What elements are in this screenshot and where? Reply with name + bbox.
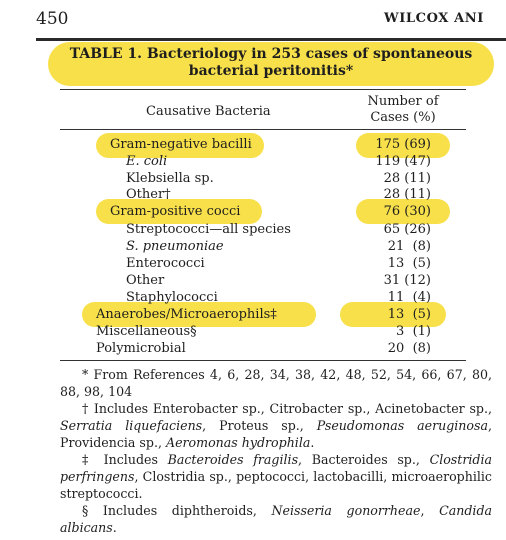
footnote-section xyxy=(60,502,492,536)
table-row xyxy=(0,238,506,255)
footnote-double-dagger-text: , Clostridia sp., peptococci, lactobacilli, microaerophilic streptococci. xyxy=(60,469,492,501)
table-row xyxy=(0,203,506,220)
row-label: S. pneumoniae xyxy=(126,239,224,254)
table-row xyxy=(0,221,506,238)
footnote-dagger xyxy=(60,400,492,451)
row-label: Anaerobes/Microaerophils‡ xyxy=(96,307,277,322)
footnote-double-dagger xyxy=(60,451,492,502)
footnote-dagger-text: † Includes Enterobacter sp., Citrobacter sp., Acinetobacter sp., xyxy=(82,401,492,416)
footnote-double-dagger-text: , Bacteroides sp., xyxy=(298,452,430,467)
table-row xyxy=(0,186,506,203)
table-row xyxy=(0,340,506,357)
footnote-double-dagger-species: Bacteroides fragilis xyxy=(167,452,299,467)
footnote-double-dagger-species: Clostridia perfringens xyxy=(60,452,492,484)
table-title xyxy=(52,46,490,80)
header-top-rule xyxy=(60,89,466,90)
table-row xyxy=(0,170,506,187)
footnote-dagger-species: Pseudomonas aeruginosa xyxy=(316,418,488,433)
footnotes xyxy=(60,366,492,536)
row-label: Other xyxy=(126,273,165,288)
table-row xyxy=(0,306,506,323)
column-header-cases xyxy=(366,94,440,126)
row-count: 20 (8) xyxy=(387,341,431,356)
footnote-references: * From References 4, 6, 28, 34, 38, 42, 48, 52, 54, 66, 67, 80, 88, 98, 104 xyxy=(60,367,492,399)
footnote-section-text: § Includes diphtheroids, xyxy=(82,503,272,518)
table-row xyxy=(0,153,506,170)
table-row xyxy=(0,323,506,340)
column-header-cases-line2: Cases (%) xyxy=(370,110,436,125)
top-rule xyxy=(36,38,506,41)
row-label: Streptococci—all species xyxy=(126,222,291,237)
row-label: Polymicrobial xyxy=(96,341,186,356)
footnote-section-species: Candida albicans xyxy=(60,503,493,535)
footnote-dagger-text: , Proteus sp., xyxy=(202,418,317,433)
row-count: 28 (11) xyxy=(383,187,431,202)
row-count: 11 (4) xyxy=(387,290,431,305)
row-label: Other† xyxy=(126,187,171,202)
row-label: Klebsiella sp. xyxy=(126,171,214,186)
row-count: 13 (5) xyxy=(387,256,431,271)
row-count: 31 (12) xyxy=(383,273,431,288)
column-header-bacteria: Causative Bacteria xyxy=(146,104,271,119)
footnote-section-species: Neisseria gonorrheae xyxy=(271,503,421,518)
row-count: 175 (69) xyxy=(375,137,431,152)
row-count: 3 (1) xyxy=(396,324,431,339)
row-label: Enterococci xyxy=(126,256,205,271)
page-number: 450 xyxy=(36,9,69,29)
table-row xyxy=(0,255,506,272)
row-count: 119 (47) xyxy=(375,154,431,169)
row-label: Miscellaneous§ xyxy=(96,324,197,339)
column-header-cases-line1: Number of xyxy=(367,94,439,109)
footnote-section-text: . xyxy=(112,520,117,535)
footnote-dagger-species: Aeromonas hydrophila xyxy=(165,435,311,450)
row-label: Staphylococci xyxy=(126,290,218,305)
row-count: 65 (26) xyxy=(383,222,431,237)
row-label: Gram-negative bacilli xyxy=(110,137,252,152)
footnote-dagger-species: Serratia liquefaciens xyxy=(60,418,203,433)
row-label: Gram-positive cocci xyxy=(110,204,241,219)
row-count: 13 (5) xyxy=(387,307,431,322)
running-head: WILCOX ANI xyxy=(384,11,484,26)
table-row xyxy=(0,289,506,306)
footnote-section-text: , xyxy=(420,503,440,518)
footnote-dagger-text: , Providencia sp., xyxy=(60,418,492,450)
row-count: 28 (11) xyxy=(383,171,431,186)
table-title-line2: bacterial peritonitis* xyxy=(188,63,354,79)
table-bottom-rule xyxy=(60,360,466,361)
footnote-double-dagger-text: ‡ Includes xyxy=(82,452,168,467)
table-title-line1: TABLE 1. Bacteriology in 253 cases of spontaneous xyxy=(69,46,473,62)
table-row xyxy=(0,136,506,153)
row-count: 76 (30) xyxy=(383,204,431,219)
footnote-dagger-text: . xyxy=(310,435,315,450)
header-bottom-rule xyxy=(60,129,466,130)
table-row xyxy=(0,272,506,289)
row-count: 21 (8) xyxy=(387,239,431,254)
row-label: E. coli xyxy=(126,154,168,169)
